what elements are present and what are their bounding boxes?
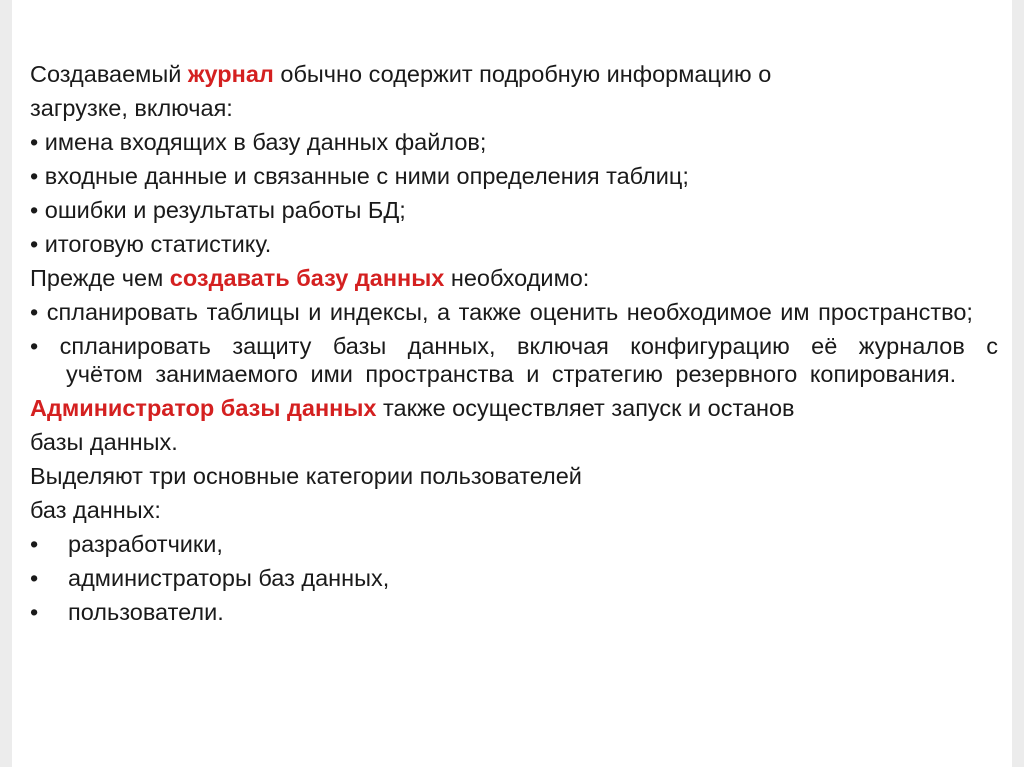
paragraph-create-db (30, 264, 998, 292)
text: также осуществляет запуск и останов (376, 395, 795, 421)
text: Создаваемый (30, 61, 188, 87)
paragraph-journal (30, 60, 998, 88)
bullet: • (30, 531, 39, 557)
list-item (30, 598, 998, 626)
slide-text (30, 60, 998, 626)
list-item-text: администраторы баз данных, (68, 565, 390, 591)
list-item: • входные данные и связанные с ними определения таблиц; (30, 163, 689, 189)
text: обычно содержит подробную информацию о (273, 61, 772, 87)
text: Прежде чем (30, 265, 170, 291)
highlight-create-db: создавать базу данных (169, 265, 445, 291)
text: необходимо: (444, 265, 590, 291)
list-item: • имена входящих в базу данных файлов; (30, 129, 487, 155)
slide-border-right (1012, 0, 1024, 767)
list-item (30, 564, 998, 592)
list-item: • спланировать таблицы и индексы, а также оценить необходимое им пространство; (30, 299, 973, 325)
bullet: • (30, 565, 39, 591)
paragraph-admin (30, 394, 998, 422)
paragraph-journal-cont: загрузке, включая: (30, 95, 233, 121)
paragraph-admin-cont: базы данных. (30, 429, 178, 455)
list-item: • итоговую статистику. (30, 231, 272, 257)
highlight-admin: Администратор базы данных (30, 395, 377, 421)
list-item: • спланировать защиту базы данных, включая конфигурацию её журналов с учётом занимаемого ими пространства и стратегию резервного копирования. (30, 333, 998, 387)
slide (12, 0, 1012, 767)
highlight-journal: журнал (187, 61, 274, 87)
paragraph-categories: Выделяют три основные категории пользователей (30, 463, 582, 489)
list-item (30, 530, 998, 558)
bullet: • (30, 599, 39, 625)
slide-border-left (0, 0, 12, 767)
list-item-text: пользователи. (68, 599, 224, 625)
list-item-text: разработчики, (68, 531, 223, 557)
paragraph-categories-cont: баз данных: (30, 497, 161, 523)
list-item: • ошибки и результаты работы БД; (30, 197, 406, 223)
